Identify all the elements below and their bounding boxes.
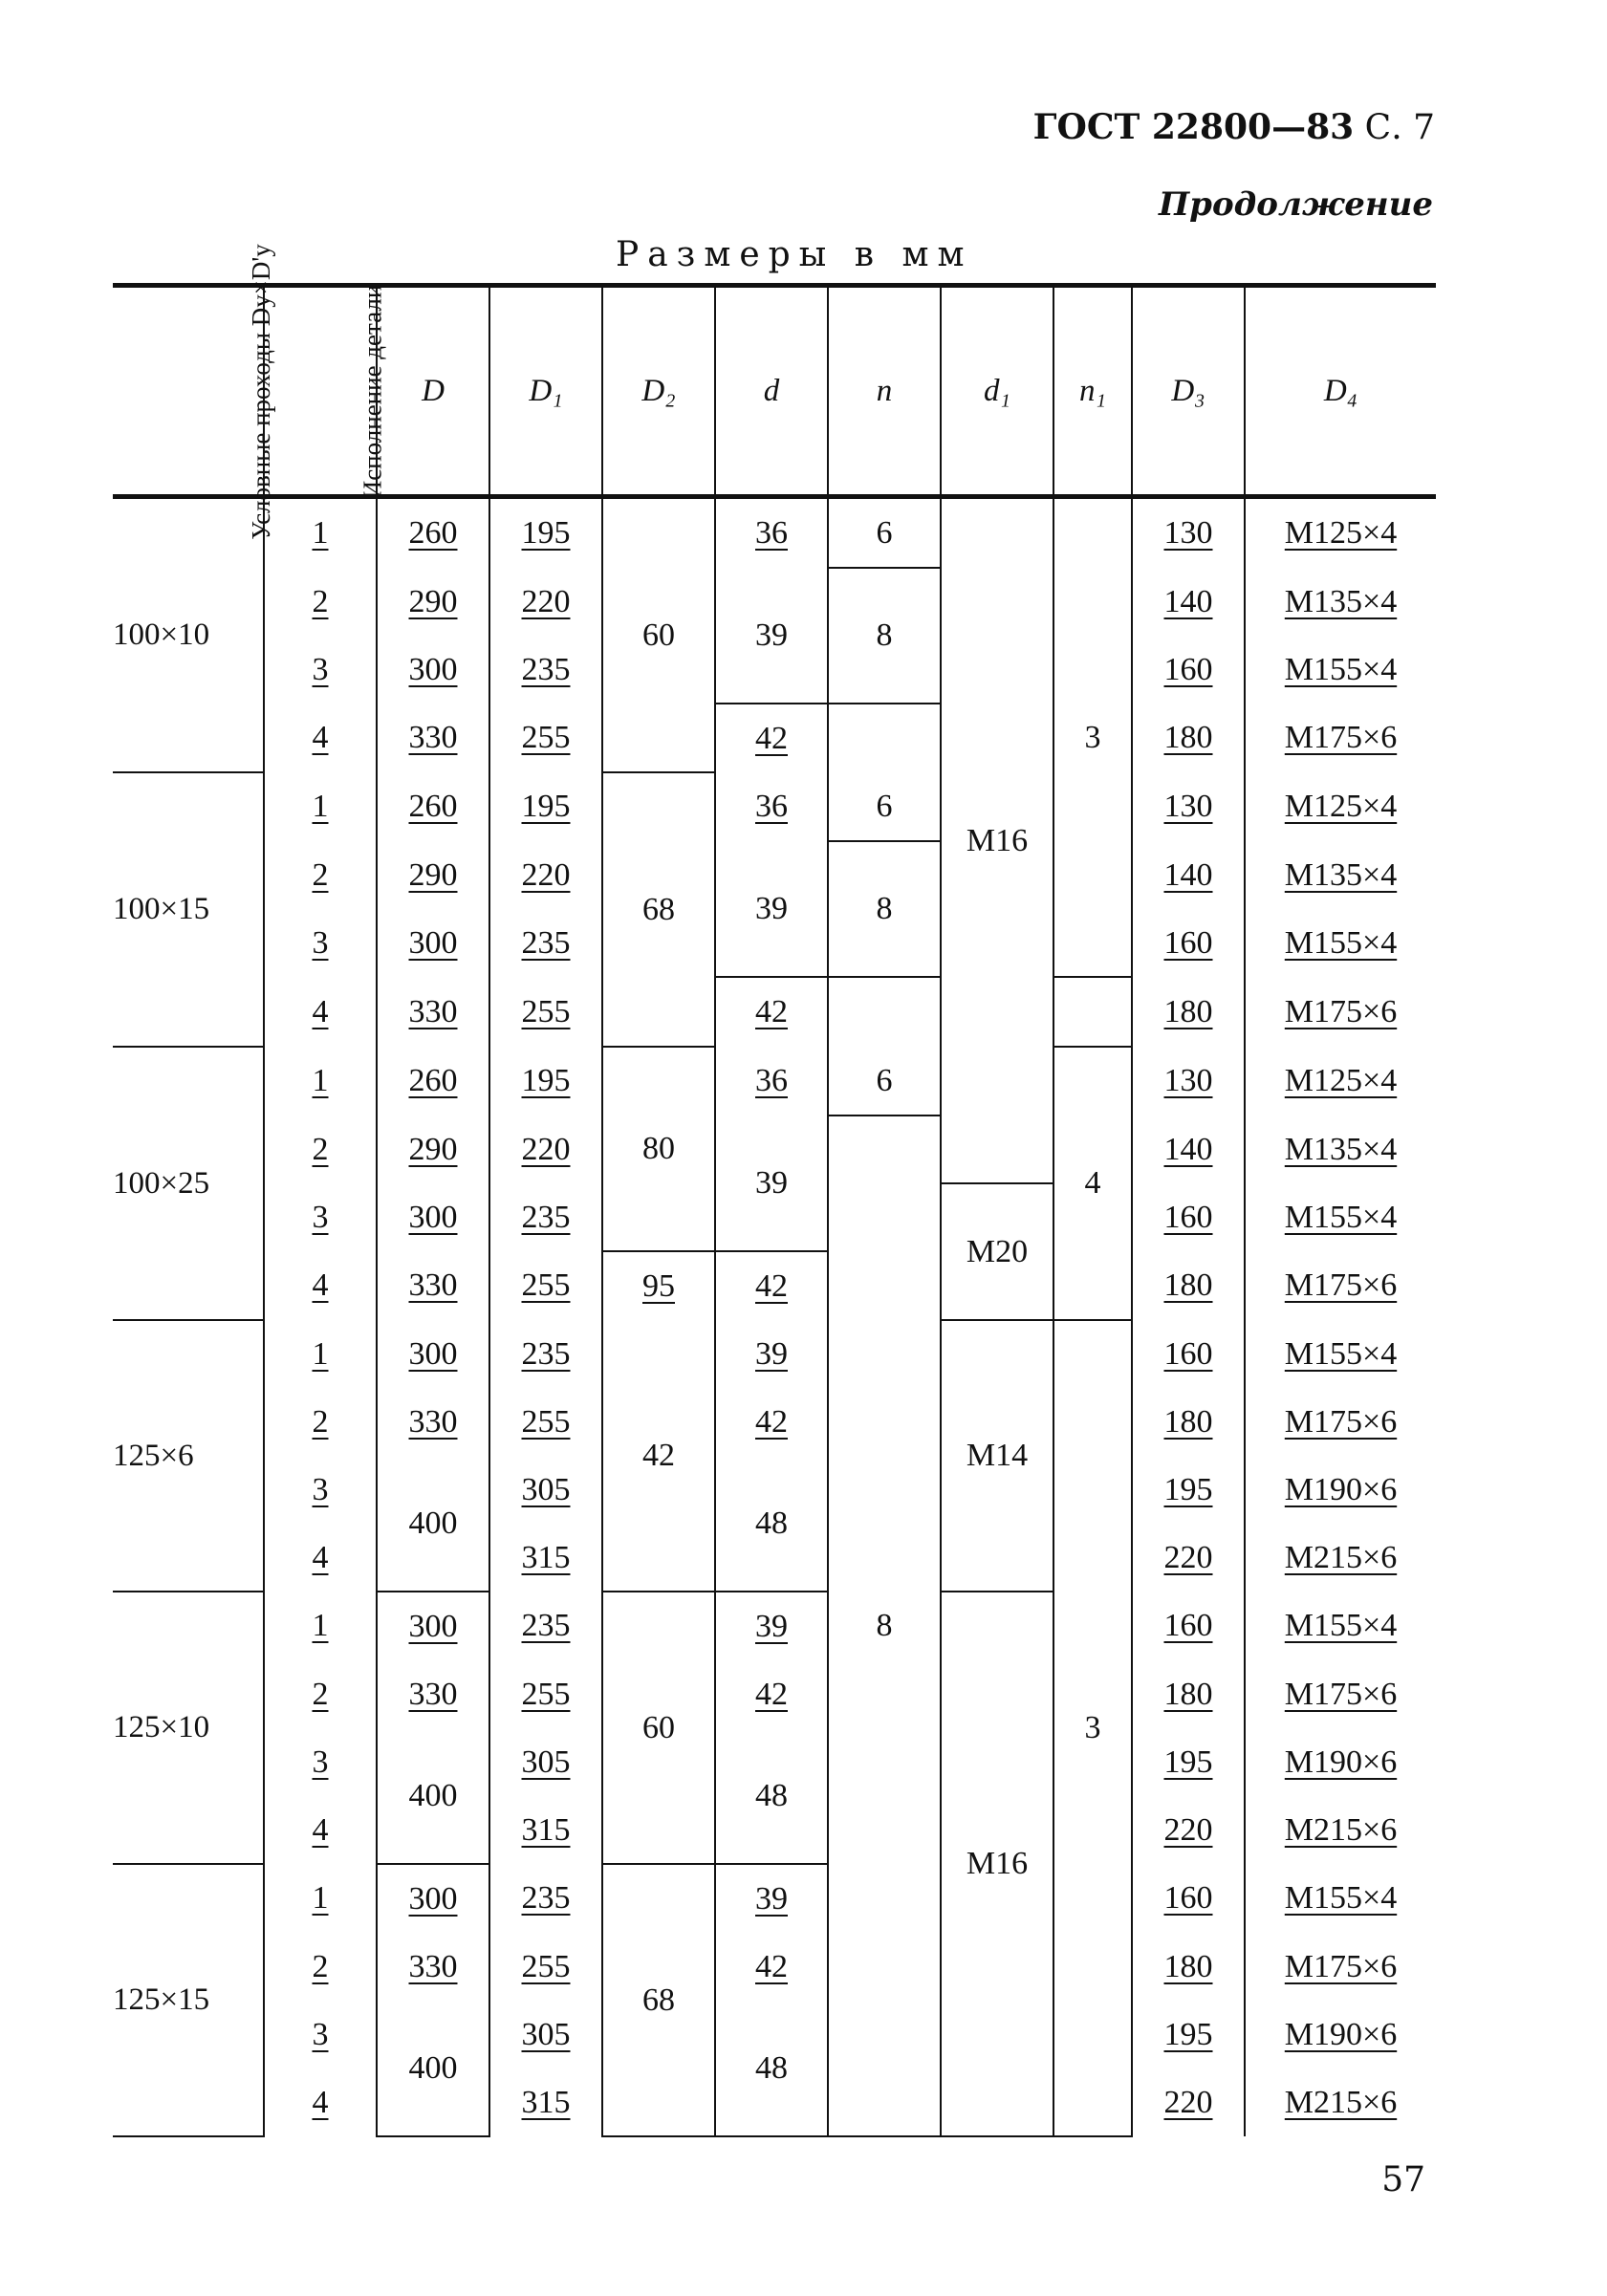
- d-cell: 36: [715, 497, 828, 569]
- D1-cell: 235: [489, 636, 602, 704]
- variant-cell: 4: [264, 1251, 377, 1320]
- table-row: [113, 704, 1436, 772]
- n1-cell: 4: [1053, 1047, 1132, 1320]
- n-cell: 6: [828, 497, 941, 569]
- D4-cell: M155×4: [1245, 909, 1436, 977]
- D-cell: 300: [377, 636, 489, 704]
- d-cell: 36: [715, 772, 828, 841]
- col-header-D: D: [377, 286, 489, 497]
- d1-cell: M14: [941, 1320, 1053, 1592]
- D-cell: 290: [377, 1116, 489, 1183]
- D-cell: 330: [377, 1933, 489, 2001]
- D3-cell: 195: [1132, 1728, 1245, 1796]
- variant-cell: 4: [264, 704, 377, 772]
- variant-cell: 4: [264, 1524, 377, 1592]
- D3-cell: 220: [1132, 1524, 1245, 1592]
- variant-cell: 1: [264, 772, 377, 841]
- n-cell: 6: [828, 1047, 941, 1116]
- D1-cell: 235: [489, 1864, 602, 1933]
- d-cell: 39: [715, 1320, 828, 1388]
- group-dy-cell: 125×15: [113, 1864, 264, 2136]
- d-cell: 42: [715, 977, 828, 1047]
- table-row: [113, 1251, 1436, 1320]
- d-cell: 39: [715, 1116, 828, 1251]
- d-cell: 39: [715, 1864, 828, 1933]
- D-cell: 330: [377, 1388, 489, 1456]
- variant-cell: 2: [264, 1388, 377, 1456]
- D4-cell: M125×4: [1245, 772, 1436, 841]
- page-number: 57: [1381, 2160, 1425, 2199]
- col-header-d: d: [715, 286, 828, 497]
- D3-cell: 160: [1132, 1592, 1245, 1660]
- D4-cell: M175×6: [1245, 1660, 1436, 1728]
- D1-cell: 220: [489, 568, 602, 636]
- table-row: [113, 772, 1436, 841]
- D3-cell: 160: [1132, 636, 1245, 704]
- variant-cell: 3: [264, 2001, 377, 2069]
- D1-cell: 235: [489, 909, 602, 977]
- table-row: [113, 568, 1436, 636]
- D1-cell: 235: [489, 1592, 602, 1660]
- D3-cell: 220: [1132, 1796, 1245, 1864]
- n-cell: 8: [828, 568, 941, 704]
- D1-cell: 255: [489, 1933, 602, 2001]
- D1-cell: 255: [489, 704, 602, 772]
- D-cell: 330: [377, 1251, 489, 1320]
- variant-cell: 2: [264, 841, 377, 909]
- D3-cell: 195: [1132, 2001, 1245, 2069]
- n1-cell: 3: [1053, 1320, 1132, 2136]
- d-cell: 42: [715, 1933, 828, 2001]
- D1-cell: 255: [489, 977, 602, 1047]
- D3-cell: 130: [1132, 1047, 1245, 1116]
- group-dy-cell: 125×10: [113, 1592, 264, 1864]
- D1-cell: 255: [489, 1660, 602, 1728]
- d1-cell: M16: [941, 1592, 1053, 2136]
- variant-cell: 3: [264, 909, 377, 977]
- D1-cell: 195: [489, 1047, 602, 1116]
- D4-cell: M155×4: [1245, 1183, 1436, 1251]
- group-dy-cell: 100×15: [113, 772, 264, 1047]
- table-row: [113, 841, 1436, 909]
- D-cell: 400: [377, 1728, 489, 1864]
- col-header-dy: Условные проходы Dy×D'y: [246, 243, 275, 540]
- variant-cell: 4: [264, 2069, 377, 2136]
- D3-cell: 180: [1132, 1251, 1245, 1320]
- D3-cell: 220: [1132, 2069, 1245, 2136]
- D3-cell: 160: [1132, 1864, 1245, 1933]
- table-body: [113, 497, 1436, 2137]
- D3-cell: 140: [1132, 568, 1245, 636]
- group-dy-cell: 100×10: [113, 497, 264, 773]
- variant-cell: 4: [264, 1796, 377, 1864]
- table-row: [113, 1320, 1436, 1388]
- D-cell: 300: [377, 1864, 489, 1933]
- D3-cell: 180: [1132, 1933, 1245, 2001]
- D1-cell: 235: [489, 1320, 602, 1388]
- D4-cell: M155×4: [1245, 1320, 1436, 1388]
- D1-cell: 255: [489, 1388, 602, 1456]
- d-cell: 42: [715, 704, 828, 772]
- variant-cell: 1: [264, 1864, 377, 1933]
- D1-cell: 305: [489, 1728, 602, 1796]
- n-cell: [828, 704, 941, 772]
- D1-cell: 195: [489, 497, 602, 569]
- n1-cell: 3: [1053, 497, 1132, 978]
- d-cell: 42: [715, 1251, 828, 1320]
- D3-cell: 160: [1132, 1320, 1245, 1388]
- D2-cell: 60: [602, 1592, 715, 1864]
- D-cell: 400: [377, 2001, 489, 2136]
- continuation-label: Продолжение: [1159, 185, 1433, 224]
- D4-cell: M175×6: [1245, 977, 1436, 1047]
- n-cell: 6: [828, 772, 941, 841]
- D3-cell: 180: [1132, 1660, 1245, 1728]
- n-cell: 8: [828, 841, 941, 977]
- table-row: [113, 1592, 1436, 1660]
- variant-cell: 2: [264, 568, 377, 636]
- D4-cell: M135×4: [1245, 841, 1436, 909]
- group-dy-cell: 100×25: [113, 1047, 264, 1320]
- D-cell: 260: [377, 497, 489, 569]
- D1-cell: 255: [489, 1251, 602, 1320]
- D1-cell: 220: [489, 841, 602, 909]
- col-header-D3: D₃: [1132, 286, 1245, 497]
- D-cell: 300: [377, 1320, 489, 1388]
- D4-cell: M175×6: [1245, 1251, 1436, 1320]
- D2-cell: 95: [602, 1251, 715, 1320]
- D-cell: 330: [377, 1660, 489, 1728]
- col-header-D1: D₁: [489, 286, 602, 497]
- D4-cell: M125×4: [1245, 497, 1436, 569]
- table-row: [113, 1116, 1436, 1183]
- D3-cell: 180: [1132, 977, 1245, 1047]
- D1-cell: 305: [489, 1456, 602, 1524]
- D-cell: 260: [377, 772, 489, 841]
- variant-cell: 3: [264, 1183, 377, 1251]
- D3-cell: 140: [1132, 841, 1245, 909]
- variant-cell: 3: [264, 1456, 377, 1524]
- table-row: [113, 977, 1436, 1047]
- table-header-row: [113, 286, 1436, 497]
- D4-cell: M135×4: [1245, 568, 1436, 636]
- D3-cell: 140: [1132, 1116, 1245, 1183]
- D1-cell: 305: [489, 2001, 602, 2069]
- D4-cell: M190×6: [1245, 1456, 1436, 1524]
- D-cell: 330: [377, 977, 489, 1047]
- D3-cell: 160: [1132, 1183, 1245, 1251]
- D2-cell: 80: [602, 1047, 715, 1251]
- variant-cell: 1: [264, 1320, 377, 1388]
- standard-number: ГОСТ 22800—83: [1032, 107, 1355, 147]
- D4-cell: M190×6: [1245, 2001, 1436, 2069]
- D-cell: 330: [377, 704, 489, 772]
- n1-cell: [1053, 977, 1132, 1047]
- D4-cell: M215×6: [1245, 1524, 1436, 1592]
- D2-cell: 68: [602, 772, 715, 1047]
- d-cell: 36: [715, 1047, 828, 1116]
- D-cell: 400: [377, 1456, 489, 1592]
- D4-cell: M155×4: [1245, 636, 1436, 704]
- d-cell: 42: [715, 1660, 828, 1728]
- col-header-n: n: [828, 286, 941, 497]
- d-cell: 39: [715, 568, 828, 704]
- d-cell: 39: [715, 841, 828, 977]
- d-cell: 48: [715, 2001, 828, 2136]
- D-cell: 300: [377, 1592, 489, 1660]
- D4-cell: M215×6: [1245, 1796, 1436, 1864]
- table-row: [113, 497, 1436, 569]
- D4-cell: M155×4: [1245, 1864, 1436, 1933]
- D3-cell: 130: [1132, 772, 1245, 841]
- group-dy-cell: 125×6: [113, 1320, 264, 1592]
- D1-cell: 315: [489, 2069, 602, 2136]
- D1-cell: 315: [489, 1796, 602, 1864]
- d1-cell: M16: [941, 497, 1053, 1184]
- variant-cell: 3: [264, 636, 377, 704]
- col-header-variant: Исполнение детали: [264, 286, 377, 497]
- d1-cell: M20: [941, 1183, 1053, 1320]
- D4-cell: M175×6: [1245, 1388, 1436, 1456]
- D-cell: 300: [377, 909, 489, 977]
- D4-cell: M155×4: [1245, 1592, 1436, 1660]
- table-row: [113, 1456, 1436, 1524]
- variant-cell: 2: [264, 1660, 377, 1728]
- D2-cell: 68: [602, 1864, 715, 2136]
- page-header: [1033, 107, 1435, 147]
- d-cell: 48: [715, 1728, 828, 1864]
- col-header-D2: D₂: [602, 286, 715, 497]
- D3-cell: 180: [1132, 704, 1245, 772]
- D-cell: 260: [377, 1047, 489, 1116]
- n-cell: 8: [828, 1116, 941, 2136]
- D-cell: 290: [377, 568, 489, 636]
- d-cell: 42: [715, 1388, 828, 1456]
- D4-cell: M190×6: [1245, 1728, 1436, 1796]
- variant-cell: 2: [264, 1933, 377, 2001]
- table-row: [113, 2001, 1436, 2069]
- D4-cell: M135×4: [1245, 1116, 1436, 1183]
- D4-cell: M175×6: [1245, 704, 1436, 772]
- variant-cell: 1: [264, 497, 377, 569]
- col-header-D4: D₄: [1245, 286, 1436, 497]
- D4-cell: M215×6: [1245, 2069, 1436, 2136]
- n-cell: [828, 977, 941, 1047]
- D-cell: 300: [377, 1183, 489, 1251]
- table-row: [113, 1864, 1436, 1933]
- D2-cell: 60: [602, 497, 715, 773]
- table-row: [113, 1933, 1436, 2001]
- units-caption: Размеры в мм: [616, 235, 973, 274]
- D1-cell: 315: [489, 1524, 602, 1592]
- D-cell: 290: [377, 841, 489, 909]
- table-row: [113, 1388, 1436, 1456]
- D3-cell: 180: [1132, 1388, 1245, 1456]
- variant-cell: 2: [264, 1116, 377, 1183]
- D1-cell: 220: [489, 1116, 602, 1183]
- variant-cell: 4: [264, 977, 377, 1047]
- D1-cell: 235: [489, 1183, 602, 1251]
- D4-cell: M175×6: [1245, 1933, 1436, 2001]
- col-header-n1: n₁: [1053, 286, 1132, 497]
- table-row: [113, 1728, 1436, 1796]
- d-cell: 48: [715, 1456, 828, 1592]
- table-row: [113, 1047, 1436, 1116]
- variant-cell: 1: [264, 1592, 377, 1660]
- variant-cell: 1: [264, 1047, 377, 1116]
- D1-cell: 195: [489, 772, 602, 841]
- D3-cell: 160: [1132, 909, 1245, 977]
- page-label: С. 7: [1364, 108, 1435, 147]
- D3-cell: 195: [1132, 1456, 1245, 1524]
- D2-cell: 42: [602, 1320, 715, 1592]
- table-row: [113, 1660, 1436, 1728]
- variant-cell: 3: [264, 1728, 377, 1796]
- D3-cell: 130: [1132, 497, 1245, 569]
- col-header-d1: d₁: [941, 286, 1053, 497]
- d-cell: 39: [715, 1592, 828, 1660]
- D4-cell: M125×4: [1245, 1047, 1436, 1116]
